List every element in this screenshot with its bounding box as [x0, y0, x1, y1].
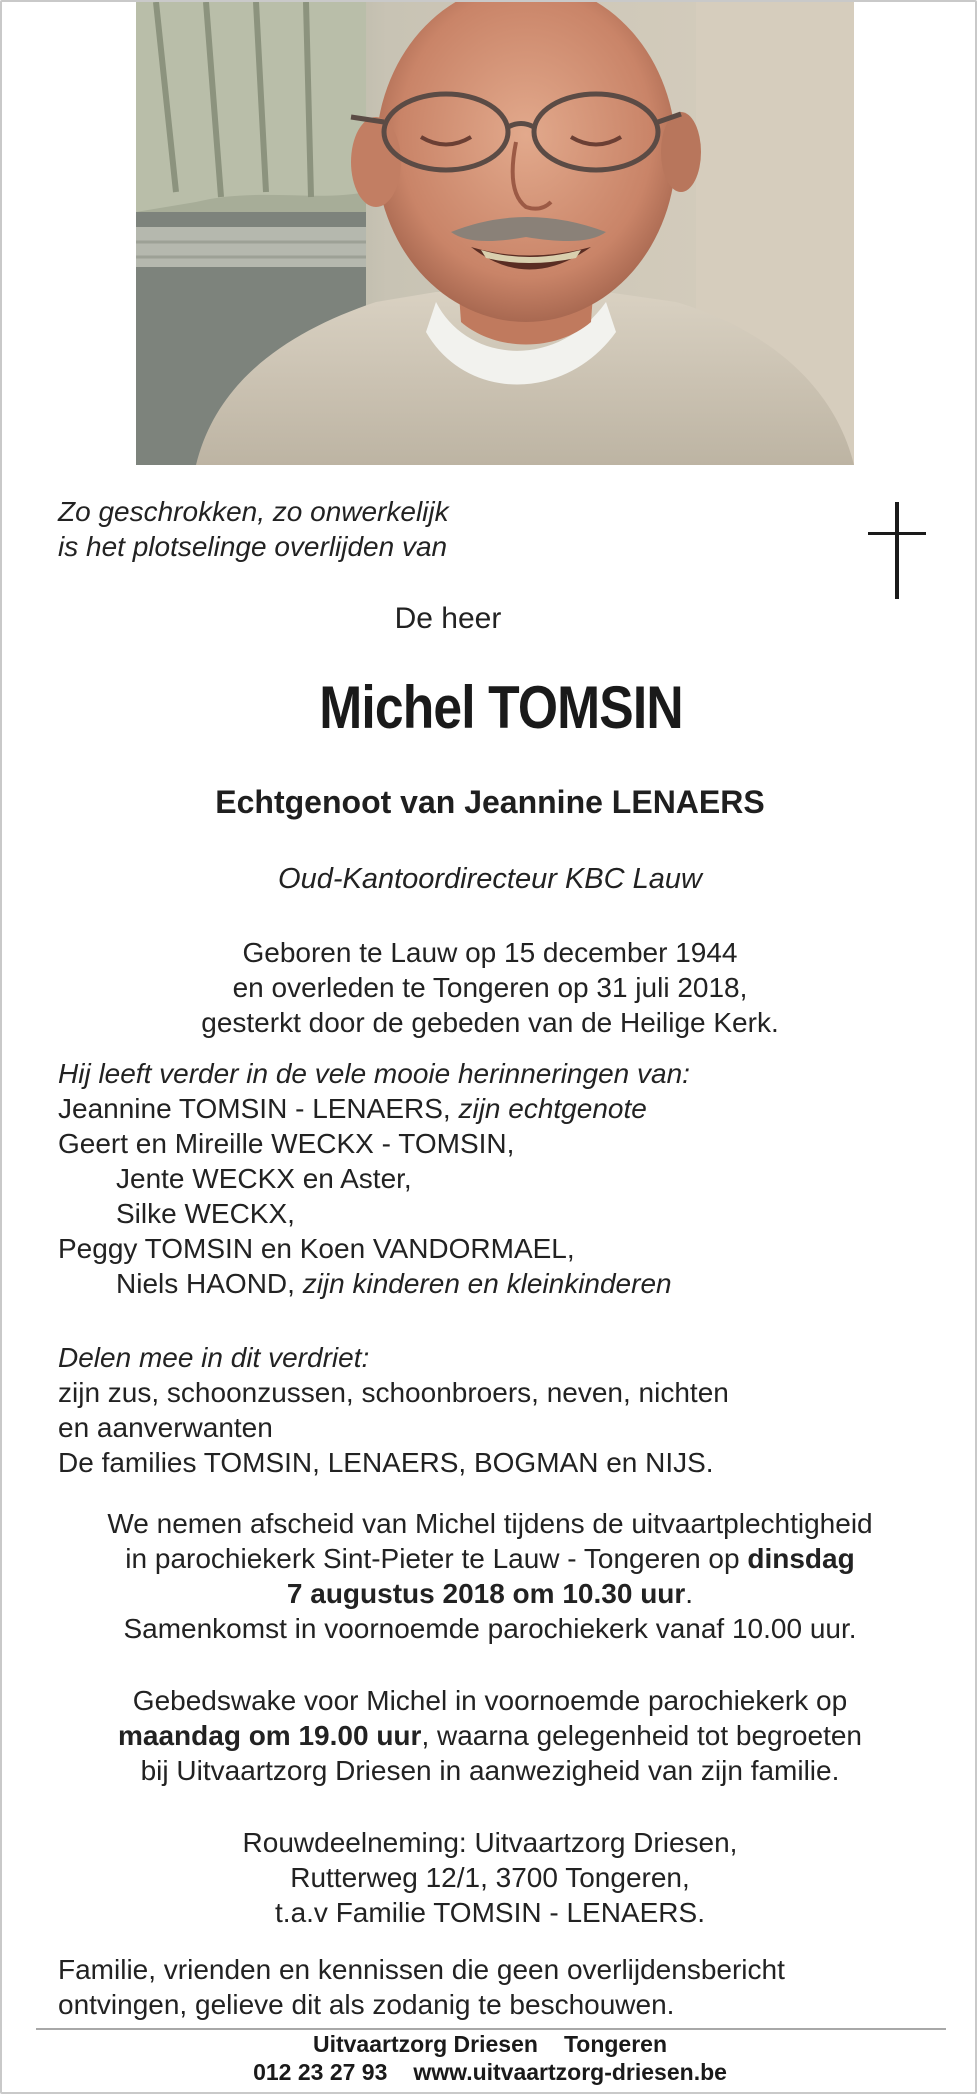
survivor-line-6: [58, 1266, 690, 1301]
intro-verse: [58, 494, 449, 564]
funeral-line-1: We nemen afscheid van Michel tijdens de uitvaartplechtigheid: [107, 1508, 873, 1539]
wake-block: [0, 1683, 980, 1788]
survivor-spouse-role: zijn echtgenote: [458, 1093, 647, 1124]
intro-line-1: Zo geschrokken, zo onwerkelijk: [58, 496, 449, 527]
spouse-line: Echtgenoot van Jeannine LENAERS: [215, 784, 765, 820]
funeral-day: dinsdag: [747, 1543, 855, 1574]
funeral-location: in parochiekerk Sint-Pieter te Lauw - Tongeren op: [125, 1543, 740, 1574]
wake-line-2-rest: , waarna gelegenheid tot begroeten: [421, 1720, 862, 1751]
sharing-line-3: De families TOMSIN, LENAERS, BOGMAN en NIJS.: [58, 1447, 714, 1478]
portrait-illustration: [136, 2, 854, 465]
survivor-line-3: Jente WECKX en Aster,: [116, 1163, 412, 1194]
condolences-line-2: Rutterweg 12/1, 3700 Tongeren,: [290, 1862, 690, 1893]
survivor-line-5: Peggy TOMSIN en Koen VANDORMAEL,: [58, 1233, 575, 1264]
closing-line-2: ontvingen, gelieve dit als zodanig te beschouwen.: [58, 1989, 675, 2020]
wake-line-3: bij Uitvaartzorg Driesen in aanwezigheid van zijn familie.: [140, 1755, 840, 1786]
survivor-spouse-name: Jeannine TOMSIN - LENAERS,: [58, 1093, 451, 1124]
footer-city: Tongeren: [563, 2031, 668, 2057]
survivors-block: [58, 1056, 690, 1301]
blessing-line: gesterkt door de gebeden van de Heilige Kerk.: [201, 1007, 779, 1038]
birth-death-block: [0, 935, 980, 1040]
survivor-line-4: Silke WECKX,: [116, 1198, 295, 1229]
survivor-spouse: [58, 1091, 690, 1126]
wake-line-1: Gebedswake voor Michel in voornoemde parochiekerk op: [132, 1685, 848, 1716]
occupation: Oud-Kantoordirecteur KBC Lauw: [278, 863, 702, 895]
funeral-line-3: [0, 1576, 980, 1611]
sharing-heading: Delen mee in dit verdriet:: [58, 1342, 370, 1373]
footer-contact-line: [0, 2059, 980, 2086]
sharing-block: [58, 1340, 729, 1480]
footer-company: Uitvaartzorg Driesen: [312, 2031, 538, 2057]
footer-phone: 012 23 27 93: [253, 2059, 388, 2085]
closing-line-1: Familie, vrienden en kennissen die geen overlijdensbericht: [58, 1954, 785, 1985]
footer-divider: [36, 2028, 946, 2030]
honorific: De heer: [394, 602, 502, 635]
footer-company-line: [0, 2031, 980, 2058]
birth-line: Geboren te Lauw op 15 december 1944: [242, 937, 738, 968]
wake-line-2: [0, 1718, 980, 1753]
closing-note: [58, 1952, 785, 2022]
survivor-line-6-name: Niels HAOND,: [116, 1268, 295, 1299]
intro-line-2: is het plotselinge overlijden van: [58, 531, 448, 562]
portrait-photo: [136, 2, 854, 465]
deceased-name: Michel TOMSIN: [319, 674, 683, 741]
funeral-block: [0, 1506, 980, 1646]
condolences-line-1: Rouwdeelneming: Uitvaartzorg Driesen,: [242, 1827, 738, 1858]
footer-website[interactable]: www.uitvaartzorg-driesen.be: [413, 2059, 727, 2085]
survivor-line-2: Geert en Mireille WECKX - TOMSIN,: [58, 1128, 515, 1159]
funeral-line-4: Samenkomst in voornoemde parochiekerk vanaf 10.00 uur.: [123, 1613, 857, 1644]
sharing-line-1: zijn zus, schoonzussen, schoonbroers, neven, nichten: [58, 1377, 729, 1408]
death-line: en overleden te Tongeren op 31 juli 2018,: [232, 972, 748, 1003]
funeral-datetime: 7 augustus 2018 om 10.30 uur: [286, 1578, 686, 1609]
condolences-line-3: t.a.v Familie TOMSIN - LENAERS.: [275, 1897, 705, 1928]
survivor-line-6-role: zijn kinderen en kleinkinderen: [302, 1268, 672, 1299]
condolences-block: [0, 1825, 980, 1930]
funeral-period: .: [685, 1578, 694, 1609]
wake-datetime: maandag om 19.00 uur: [118, 1720, 422, 1751]
funeral-line-2: [0, 1541, 980, 1576]
cross-icon: [868, 502, 926, 599]
sharing-line-2: en aanverwanten: [58, 1412, 273, 1443]
survivors-heading: Hij leeft verder in de vele mooie herinneringen van:: [58, 1058, 690, 1089]
